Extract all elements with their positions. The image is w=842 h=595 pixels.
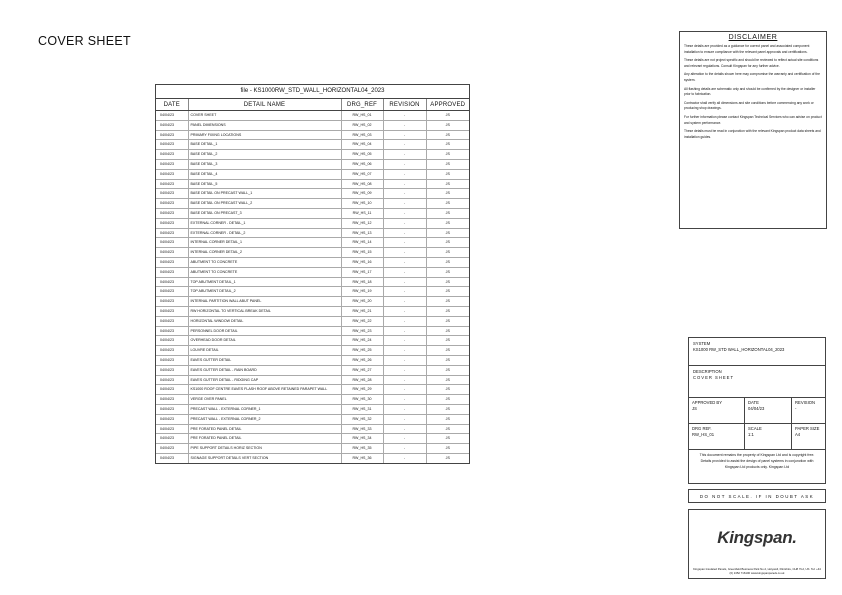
row-approved: JS <box>426 414 469 424</box>
table-row <box>156 111 469 121</box>
row-date: 04/04/23 <box>160 113 174 117</box>
row-drg-ref: RW_HS_11 <box>341 208 383 218</box>
row-drg-ref: RW_HS_26 <box>341 355 383 365</box>
table-row <box>156 297 469 307</box>
row-approved: JS <box>426 179 469 189</box>
row-date: 04/04/23 <box>156 179 188 189</box>
table-row <box>156 267 469 277</box>
table-row <box>156 326 469 336</box>
row-approved: JS <box>426 297 469 307</box>
row-detail-name: COVER SHEET <box>188 111 341 121</box>
row-date: 04/04/23 <box>156 306 188 316</box>
row-drg-ref: RW_HS_05 <box>341 150 383 160</box>
column-header-detail-name: DETAIL NAME <box>188 99 341 111</box>
row-drg-ref: RW_HS_20 <box>341 297 383 307</box>
company-address: Kingspan Insulated Panels, Greenfield Business Park No.2, Holywell, Flintshire, CH8 7GJ, UK. Tel: +44 (0) 1352 716100 www.kingspanpanels.co.uk <box>693 566 821 575</box>
row-detail-name: BASE DETAIL ON PRECAST WALL_2 <box>188 199 341 209</box>
row-date: 04/04/23 <box>156 385 188 395</box>
row-drg-ref: RW_HS_15 <box>341 248 383 258</box>
table-row <box>156 277 469 287</box>
row-drg-ref: RW_HS_18 <box>341 277 383 287</box>
system-label: SYSTEM <box>693 341 711 346</box>
row-detail-name: PRECAST WALL - EXTERNAL CORNER_1 <box>188 404 341 414</box>
table-row <box>156 238 469 248</box>
row-approved: JS <box>426 326 469 336</box>
row-drg-ref: RW_HS_06 <box>341 159 383 169</box>
row-date: 04/04/23 <box>156 297 188 307</box>
row-drg-ref: RW_HS_10 <box>341 199 383 209</box>
row-revision: - <box>383 395 426 405</box>
disclaimer-paragraph: These details are provided as a guidance for correct panel and associated component installation to ensure compliance with the relevant panel approvals and certifications. <box>684 44 810 54</box>
row-detail-name: PRE FORATED PANEL DETAIL <box>188 434 341 444</box>
row-revision: - <box>383 120 426 130</box>
row-approved: JS <box>426 355 469 365</box>
table-row <box>156 199 469 209</box>
row-drg-ref: RW_HS_25 <box>341 346 383 356</box>
row-revision: - <box>383 189 426 199</box>
row-date: 04/04/23 <box>156 169 188 179</box>
row-detail-name: LOUVRE DETAIL <box>188 346 341 356</box>
row-revision: - <box>383 159 426 169</box>
titleblock-description <box>688 366 826 398</box>
table-row <box>156 336 469 346</box>
row-date: 04/04/23 <box>156 316 188 326</box>
row-revision: - <box>383 130 426 140</box>
row-detail-name: BASE DETAIL_2 <box>188 150 341 160</box>
register-table <box>156 99 469 463</box>
row-approved: JS <box>426 395 469 405</box>
row-date: 04/04/23 <box>156 287 188 297</box>
row-drg-ref: RW_HS_19 <box>341 287 383 297</box>
row-drg-ref: RW_HS_12 <box>341 218 383 228</box>
table-row <box>156 355 469 365</box>
table-row <box>156 120 469 130</box>
row-date: 04/04/23 <box>156 208 188 218</box>
row-date: 04/04/23 <box>156 140 188 150</box>
row-detail-name: BASE DETAIL_3 <box>188 159 341 169</box>
drg-ref-value: RW_HS_01 <box>692 432 715 437</box>
titleblock-system <box>688 337 826 366</box>
row-revision: - <box>383 355 426 365</box>
row-approved: JS <box>426 248 469 258</box>
row-approved: JS <box>426 453 469 462</box>
row-revision: - <box>383 336 426 346</box>
row-approved: JS <box>426 365 469 375</box>
row-revision: - <box>383 365 426 375</box>
approved-by-value: JS <box>692 406 697 411</box>
row-drg-ref: RW_HS_28 <box>341 375 383 385</box>
row-drg-ref: RW_HS_07 <box>341 169 383 179</box>
row-approved: JS <box>426 189 469 199</box>
table-row <box>156 189 469 199</box>
row-date: 04/04/23 <box>156 277 188 287</box>
row-revision: - <box>383 267 426 277</box>
row-revision: - <box>383 140 426 150</box>
row-date: 04/04/23 <box>156 326 188 336</box>
row-detail-name: INTERNAL CORNER DETAIL_1 <box>188 238 341 248</box>
row-revision: - <box>383 257 426 267</box>
date-label: DATE <box>748 400 759 405</box>
row-date: 04/04/23 <box>156 404 188 414</box>
row-date: 04/04/23 <box>156 375 188 385</box>
row-approved: JS <box>426 346 469 356</box>
row-detail-name: HORIZONTAL WINDOW DETAIL <box>188 316 341 326</box>
row-approved: JS <box>426 169 469 179</box>
table-row <box>156 140 469 150</box>
row-drg-ref: RW_HS_34 <box>341 434 383 444</box>
table-row <box>156 257 469 267</box>
table-row <box>156 159 469 169</box>
row-date: 04/04/23 <box>156 228 188 238</box>
row-revision: - <box>383 277 426 287</box>
disclaimer-paragraph: For further information please contact Kingspan Technical Services who can advise on product and system performance. <box>684 114 822 125</box>
row-date: 04/04/23 <box>156 120 188 130</box>
row-revision: - <box>383 434 426 444</box>
row-revision: - <box>383 346 426 356</box>
row-approved: JS <box>426 120 469 130</box>
table-row <box>156 228 469 238</box>
do-not-scale-note: DO NOT SCALE. IF IN DOUBT ASK <box>688 489 826 503</box>
row-drg-ref: RW_HS_24 <box>341 336 383 346</box>
row-approved: JS <box>426 238 469 248</box>
table-row <box>156 248 469 258</box>
kingspan-logo: Kingspan. <box>717 528 797 547</box>
table-row <box>156 218 469 228</box>
table-row <box>156 169 469 179</box>
paper-size-label: PAPER SIZE <box>795 426 820 431</box>
system-value: KS1000 RW_STD WALL_HORIZONTAL04_2023 <box>693 347 785 352</box>
row-approved: JS <box>426 306 469 316</box>
row-revision: - <box>383 287 426 297</box>
paper-size-value: A4 <box>795 432 801 437</box>
disclaimer-paragraph: Any alteration to the details shown here may compromise the warranty and certification of the system. <box>684 72 820 82</box>
row-approved: JS <box>426 111 469 121</box>
row-drg-ref: RW_HS_35 <box>341 444 383 454</box>
row-revision: - <box>383 316 426 326</box>
scale-value: 1:1 <box>748 432 754 437</box>
row-drg-ref: RW_HS_30 <box>341 395 383 405</box>
row-approved: JS <box>426 316 469 326</box>
row-approved: JS <box>426 159 469 169</box>
row-date: 04/04/23 <box>156 189 188 199</box>
row-drg-ref: RW_HS_23 <box>341 326 383 336</box>
row-drg-ref: RW_HS_16 <box>341 257 383 267</box>
row-date: 04/04/23 <box>156 444 188 454</box>
row-detail-name: BASE DETAIL_1 <box>188 140 341 150</box>
column-header-approved: APPROVED <box>426 99 469 111</box>
row-detail-name: VERGE OVER PANEL <box>188 395 341 405</box>
row-drg-ref: RW_HS_02 <box>341 120 383 130</box>
page-title: COVER SHEET <box>38 34 131 48</box>
disclaimer-paragraph: These details must be read in conjunction with the relevant Kingspan product data sheets and installation guides. <box>684 129 821 139</box>
disclaimer-paragraph: These details are not project specific and should be reviewed to reflect actual site conditions and relevant regulations. Consult Kingspan for any further advice. <box>684 58 819 68</box>
row-detail-name: SIGNAGE SUPPORT DETAILS VERT SECTION <box>188 453 341 462</box>
row-revision: - <box>383 228 426 238</box>
row-approved: JS <box>426 257 469 267</box>
row-detail-name: BASE DETAIL ON PRECAST_3 <box>188 208 341 218</box>
register-body <box>156 111 469 463</box>
row-approved: JS <box>426 199 469 209</box>
table-row <box>156 287 469 297</box>
row-drg-ref: RW_HS_04 <box>341 140 383 150</box>
row-detail-name: PIPE SUPPORT DETAILS HORIZ SECTION <box>188 444 341 454</box>
disclaimer-box <box>679 31 827 229</box>
row-approved: JS <box>426 287 469 297</box>
row-detail-name: TOP ABUTMENT DETAIL_1 <box>188 277 341 287</box>
row-drg-ref: RW_HS_31 <box>341 404 383 414</box>
row-drg-ref: RW_HS_21 <box>341 306 383 316</box>
table-row <box>156 346 469 356</box>
row-drg-ref: RW_HS_22 <box>341 316 383 326</box>
table-row <box>156 404 469 414</box>
row-drg-ref: RW_HS_33 <box>341 424 383 434</box>
row-revision: - <box>383 297 426 307</box>
row-date: 04/04/23 <box>156 199 188 209</box>
row-drg-ref: RW_HS_27 <box>341 365 383 375</box>
row-detail-name: PERSONNEL DOOR DETAIL <box>188 326 341 336</box>
table-row <box>156 444 469 454</box>
row-date: 04/04/23 <box>156 453 188 462</box>
row-detail-name: PANEL DIMENSIONS <box>188 120 341 130</box>
row-approved: JS <box>426 434 469 444</box>
row-date: 04/04/23 <box>156 424 188 434</box>
table-row <box>156 365 469 375</box>
row-detail-name: PRE FORATED PANEL DETAIL <box>188 424 341 434</box>
row-revision: - <box>383 199 426 209</box>
row-date: 04/04/23 <box>156 238 188 248</box>
row-detail-name: TOP ABUTMENT DETAIL_2 <box>188 287 341 297</box>
row-drg-ref: RW_HS_01 <box>341 111 383 121</box>
table-row <box>156 179 469 189</box>
row-approved: JS <box>426 267 469 277</box>
table-row <box>156 434 469 444</box>
row-detail-name: EXTERNAL CORNER - DETAIL_1 <box>188 218 341 228</box>
row-revision: - <box>383 208 426 218</box>
column-header-drg-ref: DRG_REF <box>341 99 383 111</box>
titleblock-details <box>688 398 826 450</box>
table-row <box>156 424 469 434</box>
row-approved: JS <box>426 385 469 395</box>
revision-label: REVISION <box>795 400 816 405</box>
row-detail-name: ABUTMENT TO CONCRETE <box>188 257 341 267</box>
row-revision: - <box>383 444 426 454</box>
table-row <box>156 395 469 405</box>
row-revision: - <box>383 179 426 189</box>
table-row <box>156 316 469 326</box>
row-drg-ref: RW_HS_29 <box>341 385 383 395</box>
date-value: 04/04/23 <box>748 406 765 411</box>
row-revision: - <box>383 306 426 316</box>
row-date: 04/04/23 <box>156 365 188 375</box>
disclaimer-title: DISCLAIMER <box>728 34 778 41</box>
row-date: 04/04/23 <box>156 267 188 277</box>
table-row <box>156 375 469 385</box>
row-date: 04/04/23 <box>156 218 188 228</box>
row-detail-name: EAVES GUTTER DETAIL - RAIN BOARD <box>188 365 341 375</box>
row-drg-ref: RW_HS_14 <box>341 238 383 248</box>
row-detail-name: EAVES GUTTER DETAIL - RIDGING CAP <box>188 375 341 385</box>
row-date: 04/04/23 <box>156 395 188 405</box>
row-revision: - <box>383 453 426 462</box>
row-date: 04/04/23 <box>156 150 188 160</box>
table-row <box>156 150 469 160</box>
row-drg-ref: RW_HS_09 <box>341 189 383 199</box>
row-revision: - <box>383 238 426 248</box>
row-drg-ref: RW_HS_03 <box>341 130 383 140</box>
row-revision: - <box>383 248 426 258</box>
disclaimer-body <box>680 44 826 140</box>
table-row <box>156 306 469 316</box>
row-detail-name: RW HORIZONTAL TO VERTICAL BREAK DETAIL <box>188 306 341 316</box>
row-approved: JS <box>426 130 469 140</box>
row-detail-name: EAVES GUTTER DETAIL <box>188 355 341 365</box>
row-approved: JS <box>426 336 469 346</box>
row-date: 04/04/23 <box>156 130 188 140</box>
row-detail-name: INTERNAL CORNER DETAIL_2 <box>188 248 341 258</box>
disclaimer-paragraph: Contractor shall verify all dimensions and site conditions before commencing any work or producing shop drawings. <box>684 100 814 111</box>
row-revision: - <box>383 385 426 395</box>
table-row <box>156 453 469 462</box>
row-date: 04/04/23 <box>156 434 188 444</box>
row-revision: - <box>383 111 426 121</box>
copyright-note: This document remains the property of Kingspan Ltd and is copyright free. Details provided to assist the design of panel systems in conjunction with Kingspan Ltd products only. Kingspan Ltd <box>688 450 826 484</box>
row-drg-ref: RW_HS_17 <box>341 267 383 277</box>
row-revision: - <box>383 218 426 228</box>
row-detail-name: EXTERNAL CORNER - DETAIL_2 <box>188 228 341 238</box>
drg-ref-label: DRG REF. <box>692 426 712 431</box>
row-drg-ref: RW_HS_08 <box>341 179 383 189</box>
row-revision: - <box>383 424 426 434</box>
row-date: 04/04/23 <box>156 159 188 169</box>
row-detail-name: BASE DETAIL_5 <box>188 179 341 189</box>
row-drg-ref: RW_HS_36 <box>341 453 383 462</box>
table-row <box>156 130 469 140</box>
row-detail-name: PRECAST WALL - EXTERNAL CORNER_2 <box>188 414 341 424</box>
row-approved: JS <box>426 375 469 385</box>
row-detail-name: BASE DETAIL ON PRECAST WALL_1 <box>188 189 341 199</box>
row-approved: JS <box>426 150 469 160</box>
logo-panel <box>688 509 826 579</box>
description-value: COVER SHEET <box>693 375 735 380</box>
row-detail-name: ABUTMENT TO CONCRETE <box>188 267 341 277</box>
row-revision: - <box>383 150 426 160</box>
row-detail-name: PRIMARY FIXING LOCATIONS <box>188 130 341 140</box>
row-approved: JS <box>426 404 469 414</box>
register-file-name: file - KS1000RW_STD_WALL_HORIZONTAL04_2023 <box>156 85 469 99</box>
row-revision: - <box>383 404 426 414</box>
row-detail-name: BASE DETAIL_4 <box>188 169 341 179</box>
row-approved: JS <box>426 140 469 150</box>
row-detail-name: KS1000 ROOF CENTRE EAVES FLASH ROOF ABOVE RETAINED PARAPET WALL <box>188 385 341 395</box>
row-revision: - <box>383 414 426 424</box>
row-approved: JS <box>426 277 469 287</box>
row-drg-ref: RW_HS_32 <box>341 414 383 424</box>
row-date: 04/04/23 <box>156 414 188 424</box>
row-revision: - <box>383 326 426 336</box>
row-date: 04/04/23 <box>156 336 188 346</box>
revision-value: - <box>795 406 797 411</box>
row-date: 04/04/23 <box>156 346 188 356</box>
row-date: 04/04/23 <box>156 248 188 258</box>
column-header-revision: REVISION <box>383 99 426 111</box>
row-approved: JS <box>426 228 469 238</box>
row-approved: JS <box>426 424 469 434</box>
row-detail-name: INTERNAL PARTITION WALL ABUT PANEL <box>188 297 341 307</box>
description-label: DESCRIPTION <box>693 369 722 374</box>
register-header-row <box>156 99 469 111</box>
row-drg-ref: RW_HS_13 <box>341 228 383 238</box>
row-approved: JS <box>426 208 469 218</box>
drawing-register <box>155 84 470 464</box>
row-approved: JS <box>426 444 469 454</box>
approved-by-label: APPROVED BY <box>692 400 723 405</box>
table-row <box>156 208 469 218</box>
row-revision: - <box>383 375 426 385</box>
row-date: 04/04/23 <box>156 355 188 365</box>
row-approved: JS <box>426 218 469 228</box>
scale-label: SCALE <box>748 426 762 431</box>
column-header-date: DATE <box>156 99 188 111</box>
table-row <box>156 385 469 395</box>
row-revision: - <box>383 169 426 179</box>
disclaimer-paragraph: All flashing details are schematic only and should be confirmed by the designer or installer prior to fabrication. <box>684 86 816 97</box>
row-detail-name: OVERHEAD DOOR DETAIL <box>188 336 341 346</box>
row-date: 04/04/23 <box>156 257 188 267</box>
table-row <box>156 414 469 424</box>
